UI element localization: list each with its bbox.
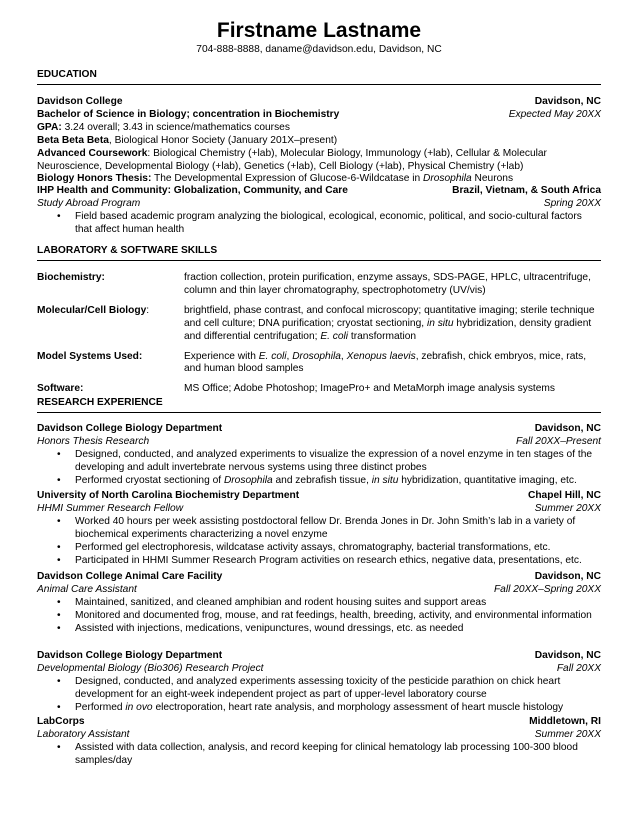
gpa-line xyxy=(37,122,601,135)
list-item: • Designed, conducted, and analyzed experiments assessing toxicity of the pesticide parathion on chick heart development for an eight-week independent project as part of upper-level laboratory course xyxy=(37,676,601,702)
text-span: Drosophila xyxy=(223,474,273,486)
job-org: Davidson College Animal Care Facility xyxy=(37,571,223,582)
text-span: transformation xyxy=(350,330,417,342)
list-item xyxy=(37,475,601,488)
job-entry xyxy=(37,571,601,636)
education-section xyxy=(37,96,601,186)
job-entry xyxy=(37,423,601,488)
text-span: electroporation, heart rate analysis, and morphology assessment of heart muscle histology xyxy=(155,701,564,713)
text-span: Performed xyxy=(75,701,123,713)
skill-label: Biochemistry: xyxy=(37,272,105,283)
skills-heading: LABORATORY & SOFTWARE SKILLS xyxy=(37,245,601,261)
resume-name: Firstname Lastname xyxy=(216,19,422,42)
job-org: Davidson College Biology Department xyxy=(37,423,223,434)
coursework-line xyxy=(37,148,601,174)
skill-desc xyxy=(184,351,601,377)
skill-label: Software: xyxy=(37,383,84,395)
abroad-program: Study Abroad Program xyxy=(37,197,141,209)
study-abroad xyxy=(37,185,601,237)
text-span: and zebrafish tissue, xyxy=(275,474,369,486)
skill-label-colon: : xyxy=(146,304,150,316)
skill-desc: fraction collection, protein purification, enzyme assays, SDS-PAGE, HPLC, ultracentrifuge, column and thin layer chromatography, spectrophotometry (UV/vis) xyxy=(184,272,591,296)
research-heading: RESEARCH EXPERIENCE xyxy=(37,397,601,413)
list-item: • Worked 40 hours per week assisting postdoctoral fellow Dr. Brenda Jones in Dr. John Smith’s lab in a variety of biochemical experiments characterizing a novel enzyme xyxy=(37,516,601,542)
job-role: Laboratory Assistant xyxy=(37,728,130,740)
honor-label: Beta Beta Beta xyxy=(37,134,109,146)
school-location: Davidson, NC xyxy=(534,96,601,107)
text-span: brightfield, phase contrast, and confocal microscopy; quantitative imaging; sterile technique and cell culture; DNA purification; cryostat sectioning, xyxy=(184,304,595,329)
degree-date: Expected May 20XX xyxy=(508,108,601,120)
contact-info: 704-888-8888, daname@davidson.edu, Davidson, NC xyxy=(196,44,442,55)
job-location: Davidson, NC xyxy=(534,650,601,661)
text-span: , xyxy=(286,350,290,362)
text-span: in ovo xyxy=(125,701,153,713)
list-item: • Assisted with data collection, analysis, and record keeping for clinical hematology lab processing 100-300 blood samples/day xyxy=(37,742,601,768)
abroad-location: Brazil, Vietnam, & South Africa xyxy=(452,185,601,196)
skill-row xyxy=(37,351,601,377)
job-entry xyxy=(37,490,601,567)
thesis-label: Biology Honors Thesis: xyxy=(37,173,152,185)
list-item xyxy=(37,702,601,715)
list-item: • Monitored and documented frog, mouse, and rat feedings, health, breeding, activity, and environmental information xyxy=(37,610,601,623)
abroad-title: IHP Health and Community: Globalization, Community, and Care xyxy=(37,185,348,196)
job-date: Fall 20XX–Spring 20XX xyxy=(493,583,601,595)
skill-label xyxy=(37,305,184,344)
degree: Bachelor of Science in Biology; concentration in Biochemistry xyxy=(37,108,340,120)
honor-value: , Biological Honor Society (January 201X–present) xyxy=(108,134,338,146)
job-role: Animal Care Assistant xyxy=(37,583,137,595)
text-span: , xyxy=(340,350,344,362)
skill-desc: MS Office; Adobe Photoshop; ImagePro+ and MetaMorph image analysis systems xyxy=(184,383,555,395)
text-span: hybridization, quantitative imaging, etc. xyxy=(401,474,577,486)
job-location: Davidson, NC xyxy=(534,423,601,434)
text-span: Experience with xyxy=(184,350,256,362)
job-role: Honors Thesis Research xyxy=(37,435,150,447)
list-item: • Participated in HHMI Summer Research Program activities on research ethics, negative data, presentations, etc. xyxy=(37,555,601,568)
school-name: Davidson College xyxy=(37,96,123,107)
skill-row xyxy=(37,305,601,344)
text-span: Xenopus laevis xyxy=(346,350,416,362)
job-location: Davidson, NC xyxy=(534,571,601,582)
skill-row xyxy=(37,383,601,396)
list-item: • Performed gel electrophoresis, wildcatase activity assays, chromatography, bacterial transformations, etc. xyxy=(37,542,601,555)
text-span: E. coli xyxy=(320,330,349,342)
skill-row xyxy=(37,272,601,298)
job-date: Fall 20XX xyxy=(556,662,601,674)
job-location: Chapel Hill, NC xyxy=(527,490,601,501)
text-span: in situ xyxy=(426,317,454,329)
job-org: University of North Carolina Biochemistry Department xyxy=(37,490,300,501)
thesis-end: Neurons xyxy=(474,173,514,185)
gpa-label: GPA: xyxy=(37,121,62,133)
text-span: Performed cryostat sectioning of xyxy=(75,474,222,486)
text-span: hybridization, density gradient and differential centrifugation; xyxy=(184,317,592,342)
coursework-label: Advanced Coursework xyxy=(37,147,148,159)
job-org: Davidson College Biology Department xyxy=(37,650,223,661)
list-item: • Field based academic program analyzing the biological, ecological, economic, political, and socio-cultural factors that affect human health xyxy=(37,211,601,237)
skill-label-text: Molecular/Cell Biology xyxy=(37,304,147,316)
text-span: Drosophila xyxy=(292,350,341,362)
abroad-date: Spring 20XX xyxy=(543,197,601,209)
job-date: Fall 20XX–Present xyxy=(516,435,601,447)
job-role: Developmental Biology (Bio306) Research Project xyxy=(37,662,264,674)
education-heading: EDUCATION xyxy=(37,69,601,85)
job-date: Summer 20XX xyxy=(534,728,601,740)
thesis-value: The Developmental Expression of Glucose-6-Wildcatase in xyxy=(154,173,421,185)
job-entry xyxy=(37,650,601,715)
skills-section xyxy=(37,272,601,403)
list-item: • Maintained, sanitized, and cleaned amphibian and rodent housing suites and support areas xyxy=(37,597,601,610)
job-org: LabCorps xyxy=(37,716,85,727)
thesis-italic: Drosophila xyxy=(422,173,472,185)
list-item: • Assisted with injections, medications, venipunctures, wound dressings, etc. as needed xyxy=(37,623,601,636)
coursework-value: : Biological Chemistry (+lab), Molecular Biology, Immunology (+lab), Cellular & Molecular Neuroscience, Developmental Biology (+lab), Genetics (+lab), Cell Biology (+lab), Physical Chemistry (+lab) xyxy=(37,147,547,172)
job-role: HHMI Summer Research Fellow xyxy=(37,502,184,514)
job-entry xyxy=(37,716,601,768)
list-item: • Designed, conducted, and analyzed experiments to visualize the expression of a novel enzyme in ten stages of the developing and adult invertebrate nervous systems using three distinct probes xyxy=(37,449,601,475)
job-location: Middletown, RI xyxy=(529,716,601,727)
gpa-value: 3.24 overall; 3.43 in science/mathematics courses xyxy=(64,121,290,133)
text-span: , zebrafish, chick embryos, mice, rats, and human blood samples xyxy=(184,350,587,375)
honor-line xyxy=(37,135,601,148)
skill-label: Model Systems Used: xyxy=(37,350,143,362)
text-span: in situ xyxy=(371,474,399,486)
job-date: Summer 20XX xyxy=(534,502,601,514)
skill-desc xyxy=(184,305,601,344)
text-span: E. coli xyxy=(258,350,287,362)
